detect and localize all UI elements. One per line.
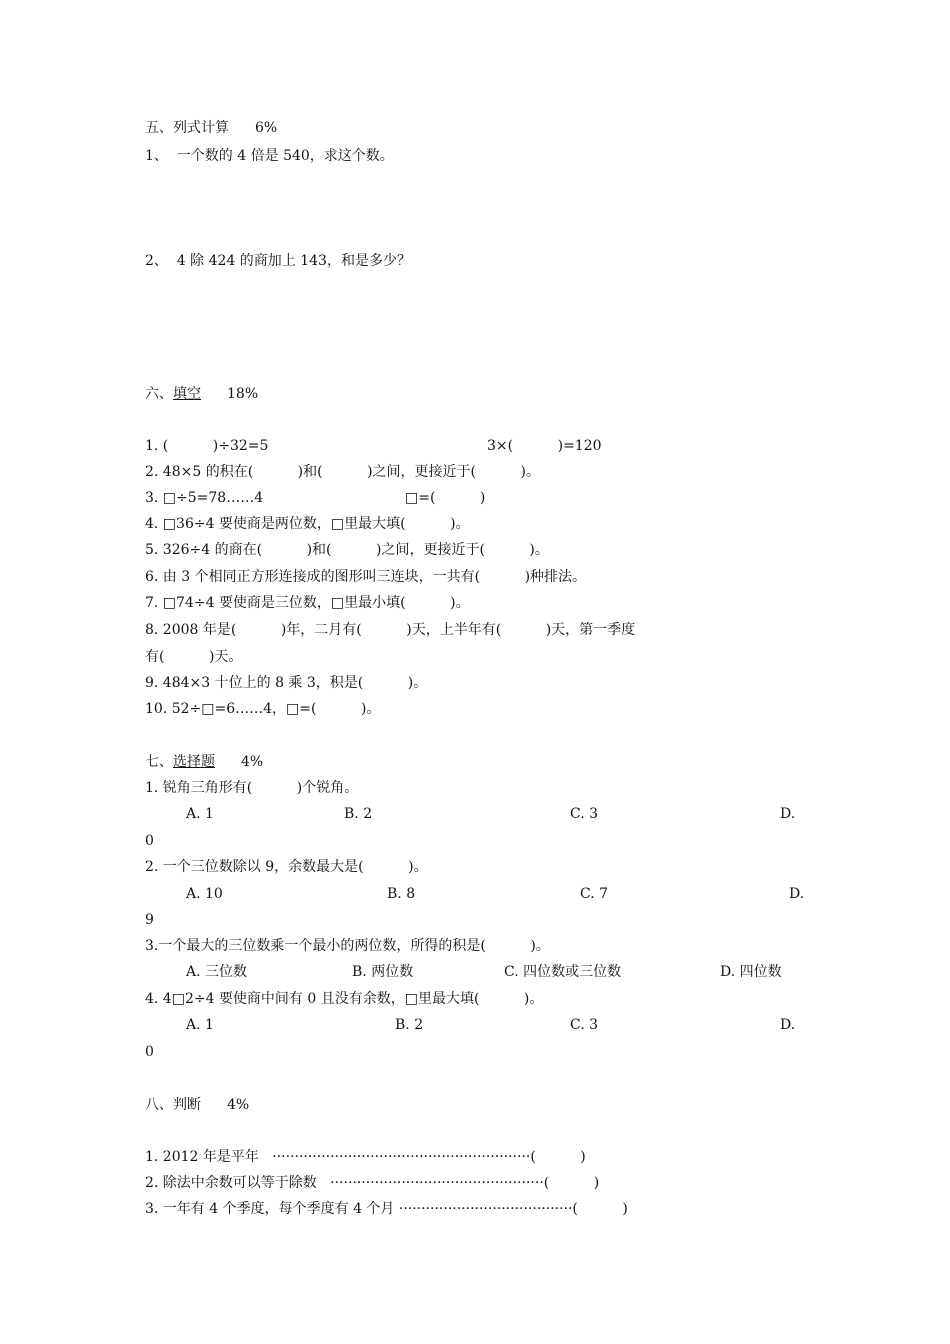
fill-question-5: 5. 326÷4 的商在( )和( )之间，更接近于( )。 — [145, 542, 549, 558]
choice-2-option-d: D. — [789, 886, 805, 902]
fill-question-9: 9. 484×3 十位上的 8 乘 3，积是( )。 — [145, 675, 428, 691]
fill-question-8-line-2: 有( )天。 — [145, 649, 243, 665]
fill-question-2: 2. 48×5 的积在( )和( )之间，更接近于( )。 — [145, 464, 540, 480]
choice-1-option-a: A. 1 — [186, 806, 214, 822]
fill-question-3b: □=( ) — [405, 490, 486, 506]
choice-1-option-b: B. 2 — [344, 806, 373, 822]
section-6-title: 六、填空 18% — [145, 386, 259, 402]
choice-1-option-c: C. 3 — [570, 806, 599, 822]
choice-2-option-a: A. 10 — [186, 886, 223, 902]
section-7-title: 七、选择题 4% — [145, 754, 264, 770]
section-5-title: 五、列式计算 6% — [145, 120, 278, 136]
section-5-question-1: 1、 一个数的 4 倍是 540，求这个数。 — [145, 148, 394, 164]
choice-3-option-c: C. 四位数或三位数 — [504, 964, 622, 980]
choice-question-4: 4. 4□2÷4 要使商中间有 0 且没有余数，□里最大填( )。 — [145, 991, 544, 1007]
choice-question-2: 2. 一个三位数除以 9，余数最大是( )。 — [145, 859, 428, 875]
fill-question-1a: 1. ( )÷32=5 — [145, 438, 269, 454]
choice-question-1: 1. 锐角三角形有( )个锐角。 — [145, 780, 359, 796]
judge-question-1: 1. 2012 年是平年 ··························································( ) — [145, 1149, 586, 1165]
choice-4-option-b: B. 2 — [395, 1017, 424, 1033]
fill-question-3a: 3. □÷5=78……4 — [145, 490, 264, 506]
choice-4-option-d-value: 0 — [145, 1044, 154, 1060]
choice-1-option-d-value: 0 — [145, 833, 154, 849]
choice-3-option-a: A. 三位数 — [186, 964, 248, 980]
choice-2-option-b: B. 8 — [387, 886, 416, 902]
choice-4-option-c: C. 3 — [570, 1017, 599, 1033]
fill-question-4: 4. □36÷4 要使商是两位数，□里最大填( )。 — [145, 516, 470, 532]
choice-2-option-d-value: 9 — [145, 912, 154, 928]
choice-2-option-c: C. 7 — [580, 886, 609, 902]
section-8-title: 八、判断 4% — [145, 1097, 250, 1113]
choice-3-option-b: B. 两位数 — [352, 964, 414, 980]
choice-3-option-d: D. 四位数 — [720, 964, 782, 980]
fill-question-8-line-1: 8. 2008 年是( )年，二月有( )天，上半年有( )天，第一季度 — [145, 622, 636, 638]
choice-4-option-a: A. 1 — [186, 1017, 214, 1033]
judge-question-3: 3. 一年有 4 个季度，每个季度有 4 个月 ·······································( ) — [145, 1201, 628, 1217]
choice-4-option-d: D. — [780, 1017, 796, 1033]
fill-question-10: 10. 52÷□=6……4，□=( )。 — [145, 701, 381, 717]
fill-question-6: 6. 由 3 个相同正方形连接成的图形叫三连块，一共有( )种排法。 — [145, 569, 587, 585]
choice-question-3: 3.一个最大的三位数乘一个最小的两位数，所得的积是( )。 — [145, 938, 550, 954]
fill-question-7: 7. □74÷4 要使商是三位数，□里最小填( )。 — [145, 595, 470, 611]
section-5-question-2: 2、 4 除 424 的商加上 143，和是多少？ — [145, 253, 411, 269]
fill-question-1b: 3×( )=120 — [487, 438, 602, 454]
choice-1-option-d: D. — [780, 806, 796, 822]
judge-question-2: 2. 除法中余数可以等于除数 ················································( ) — [145, 1175, 600, 1191]
